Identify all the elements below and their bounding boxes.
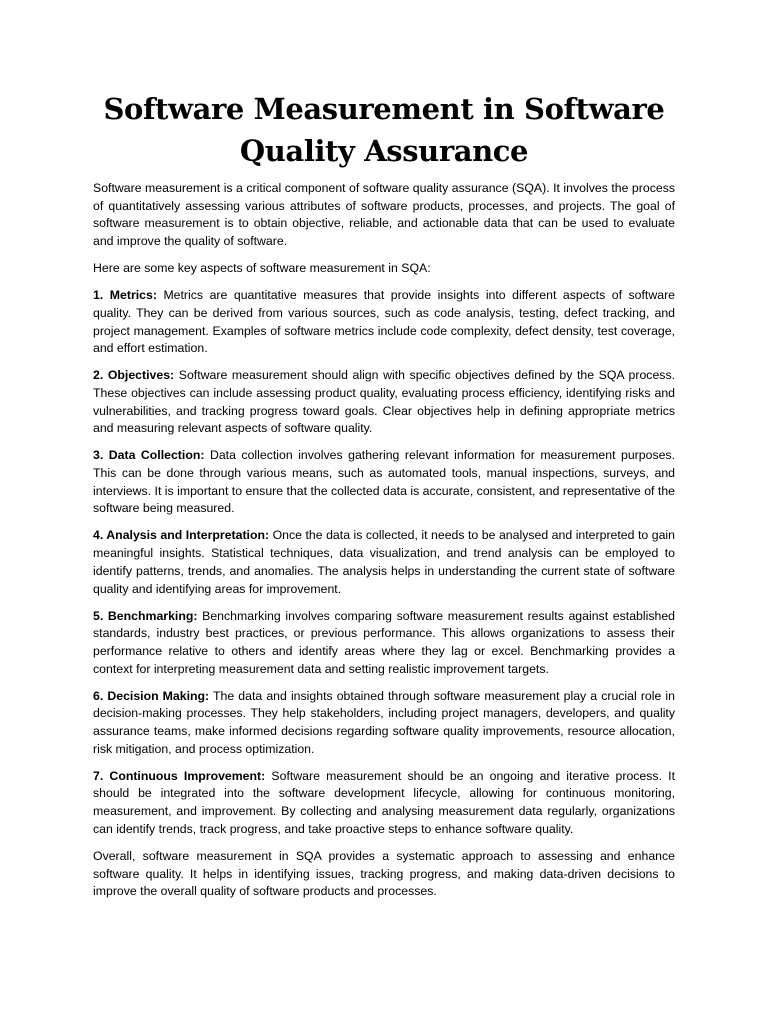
- document-title: Software Measurement in Software Quality Assurance: [103, 92, 665, 168]
- aspect-paragraph-benchmarking: [93, 608, 675, 679]
- aspect-label: 4. Analysis and Interpretation:: [93, 528, 270, 543]
- aspect-paragraph-metrics: [93, 287, 675, 358]
- aspect-paragraph-data-collection: [93, 447, 675, 518]
- aspect-text: Metrics are quantitative measures that provide insights into different aspects of software quality. They can be derived from various sources, such as code analysis, testing, defect tracking, and project management. Examples of software metrics include code complexity, defect density, test coverage, and effort estimation.: [93, 288, 675, 356]
- aspect-text: Benchmarking involves comparing software measurement results against established standards, industry best practices, or previous performance. This allows organizations to assess their performance relative to others and identify areas where they lag or excel. Benchmarking provides a context for interpreting measurement data and setting realistic improvement targets.: [93, 608, 676, 676]
- conclusion-paragraph: Overall, software measurement in SQA provides a systematic approach to assessing and enhance software quality. It helps in identifying issues, tracking progress, and making data-driven decisions to improve the overall quality of software products and processes.: [93, 848, 675, 899]
- aspect-text: Software measurement should be an ongoing and iterative process. It should be integrated into the software development lifecycle, allowing for continuous monitoring, measurement, and improvement. By collecting and analysing measurement data regularly, organizations can identify trends, track progress, and take proactive steps to enhance software quality.: [93, 768, 675, 836]
- intro-paragraph: Software measurement is a critical component of software quality assurance (SQA). It involves the process of quantitatively assessing various attributes of software products, processes, and projects. The goal of software measurement is to obtain objective, reliable, and actionable data that can be used to evaluate and improve the quality of software.: [93, 181, 675, 249]
- aspect-text: Once the data is collected, it needs to be analysed and interpreted to gain meaningful insights. Statistical techniques, data visualization, and trend analysis can be employed to identify patterns, trends, and anomalies. The analysis helps in understanding the current state of software quality and identifying areas for improvement.: [93, 528, 675, 596]
- aspect-label: 6. Decision Making:: [93, 688, 210, 703]
- aspect-paragraph-continuous-improvement: [93, 768, 675, 839]
- aspect-text: Software measurement should align with specific objectives defined by the SQA process. These objectives can include assessing product quality, evaluating process efficiency, identifying risks and vulnerabilities, and tracking progress toward goals. Clear objectives help in defining appropriate metrics and measuring relevant aspects of software quality.: [93, 368, 676, 436]
- aspect-paragraph-analysis: [93, 527, 675, 598]
- aspect-label: 1. Metrics:: [93, 288, 157, 303]
- aspect-label: 7. Continuous Improvement:: [93, 768, 266, 783]
- aspect-label: 2. Objectives:: [93, 368, 175, 383]
- aspect-label: 3. Data Collection:: [93, 448, 205, 463]
- aspect-paragraph-decision-making: [93, 688, 675, 759]
- aspect-label: 5. Benchmarking:: [93, 608, 198, 623]
- aspect-paragraph-objectives: [93, 367, 675, 438]
- lead-in-paragraph: Here are some key aspects of software measurement in SQA:: [93, 261, 431, 276]
- aspect-text: Data collection involves gathering relevant information for measurement purposes. This can be done through various means, such as automated tools, manual inspections, surveys, and interviews. It is important to ensure that the collected data is accurate, consistent, and representative of the software being measured.: [93, 448, 675, 516]
- aspect-text: The data and insights obtained through software measurement play a crucial role in decision-making processes. They help stakeholders, including project managers, developers, and quality assurance teams, make informed decisions regarding software quality improvements, resource allocation, risk mitigation, and process optimization.: [93, 688, 675, 756]
- document-body: [93, 180, 675, 910]
